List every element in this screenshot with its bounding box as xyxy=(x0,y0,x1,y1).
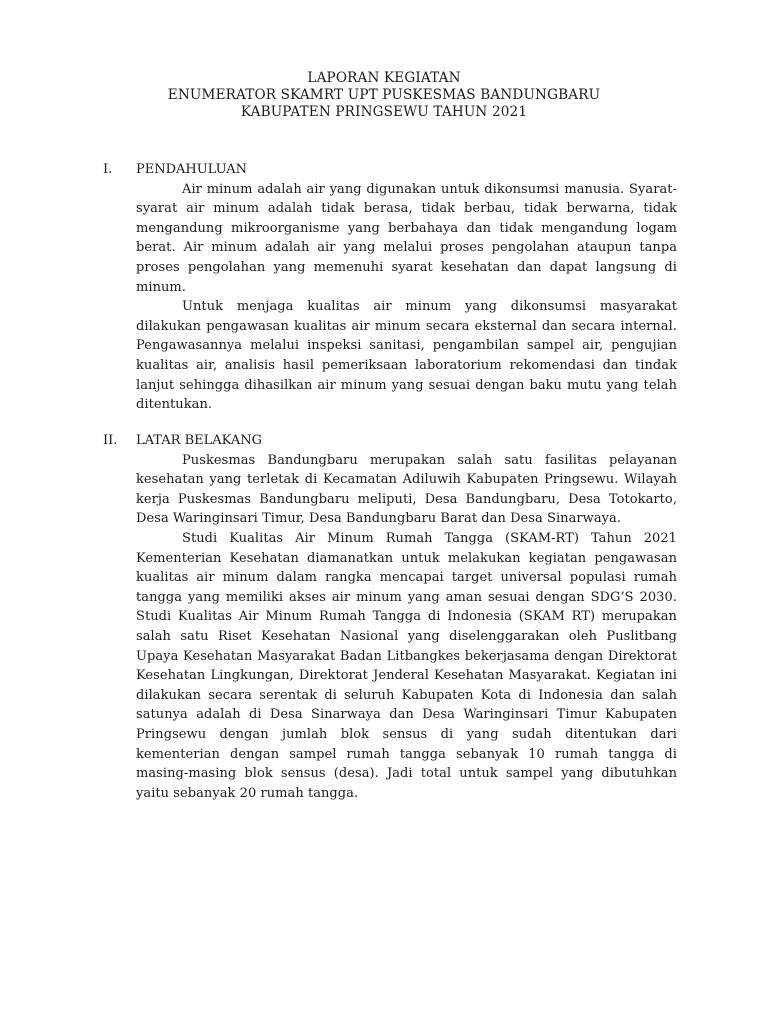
paragraph: Studi Kualitas Air Minum Rumah Tangga (SKAM-RT) Tahun 2021 Kementerian Kesehatan diamanatkan untuk melakukan kegiatan pengawasan kualitas air minum dalam rangka mencapai target universal populasi rumah tangga yang memiliki akses air minum yang aman sesuai dengan SDG’S 2030. Studi Kualitas Air Minum Rumah Tangga di Indonesia (SKAM RT) merupakan salah satu Riset Kesehatan Nasional yang diselenggarakan oleh Puslitbang Upaya Kesehatan Masyarakat Badan Litbangkes bekerjasama dengan Direktorat Kesehatan Lingkungan, Direktorat Jenderal Kesehatan Masyarakat. Kegiatan ini dilakukan secara serentak di seluruh Kabupaten Kota di Indonesia dan salah satunya adalah di Desa Sinarwaya dan Desa Waringinsari Timur Kabupaten Pringsewu dengan jumlah blok sensus di yang sudah ditentukan dari kementerian dengan sampel rumah tangga sebanyak 10 rumah tangga di masing-masing blok sensus (desa). Jadi total untuk sampel yang dibutuhkan yaitu sebanyak 20 rumah tangga. xyxy=(136,531,677,801)
title-line-1: LAPORAN KEGIATAN xyxy=(307,70,461,86)
paragraph: Untuk menjaga kualitas air minum yang dikonsumsi masyarakat dilakukan pengawasan kualitas air minum secara eksternal dan secara internal. Pengawasannya melalui inspeksi sanitasi, pengambilan sampel air, pengujian kualitas air, analisis hasil pemeriksaan laboratorium rekomendasi dan tindak lanjut sehingga dihasilkan air minum yang sesuai dengan baku mutu yang telah ditentukan. xyxy=(136,299,677,413)
title-line-2: ENUMERATOR SKAMRT UPT PUSKESMAS BANDUNGBARU xyxy=(167,87,601,104)
section-heading: LATAR BELAKANG xyxy=(136,433,262,448)
section-heading: PENDAHULUAN xyxy=(136,162,247,177)
report-title xyxy=(0,70,768,122)
paragraph: Puskesmas Bandungbaru merupakan salah satu fasilitas pelayanan kesehatan yang terletak di Kecamatan Adiluwih Kabupaten Pringsewu. Wilayah kerja Puskesmas Bandungbaru meliputi, Desa Bandungbaru, Desa Totokarto, Desa Waringinsari Timur, Desa Bandungbaru Barat dan Desa Sinarwaya. xyxy=(136,452,677,527)
section-number: II. xyxy=(103,433,118,448)
paragraph: Air minum adalah air yang digunakan untuk dikonsumsi manusia. Syarat-syarat air minum adalah tidak berasa, tidak berbau, tidak berwarna, tidak mengandung mikroorganisme yang berbahaya dan tidak mengandung logam berat. Air minum adalah air yang melalui proses pengolahan ataupun tanpa proses pengolahan yang memenuhi syarat kesehatan dan dapat langsung di minum. xyxy=(136,181,677,295)
section-number: I. xyxy=(103,162,113,177)
title-line-3: KABUPATEN PRINGSEWU TAHUN 2021 xyxy=(240,104,528,121)
